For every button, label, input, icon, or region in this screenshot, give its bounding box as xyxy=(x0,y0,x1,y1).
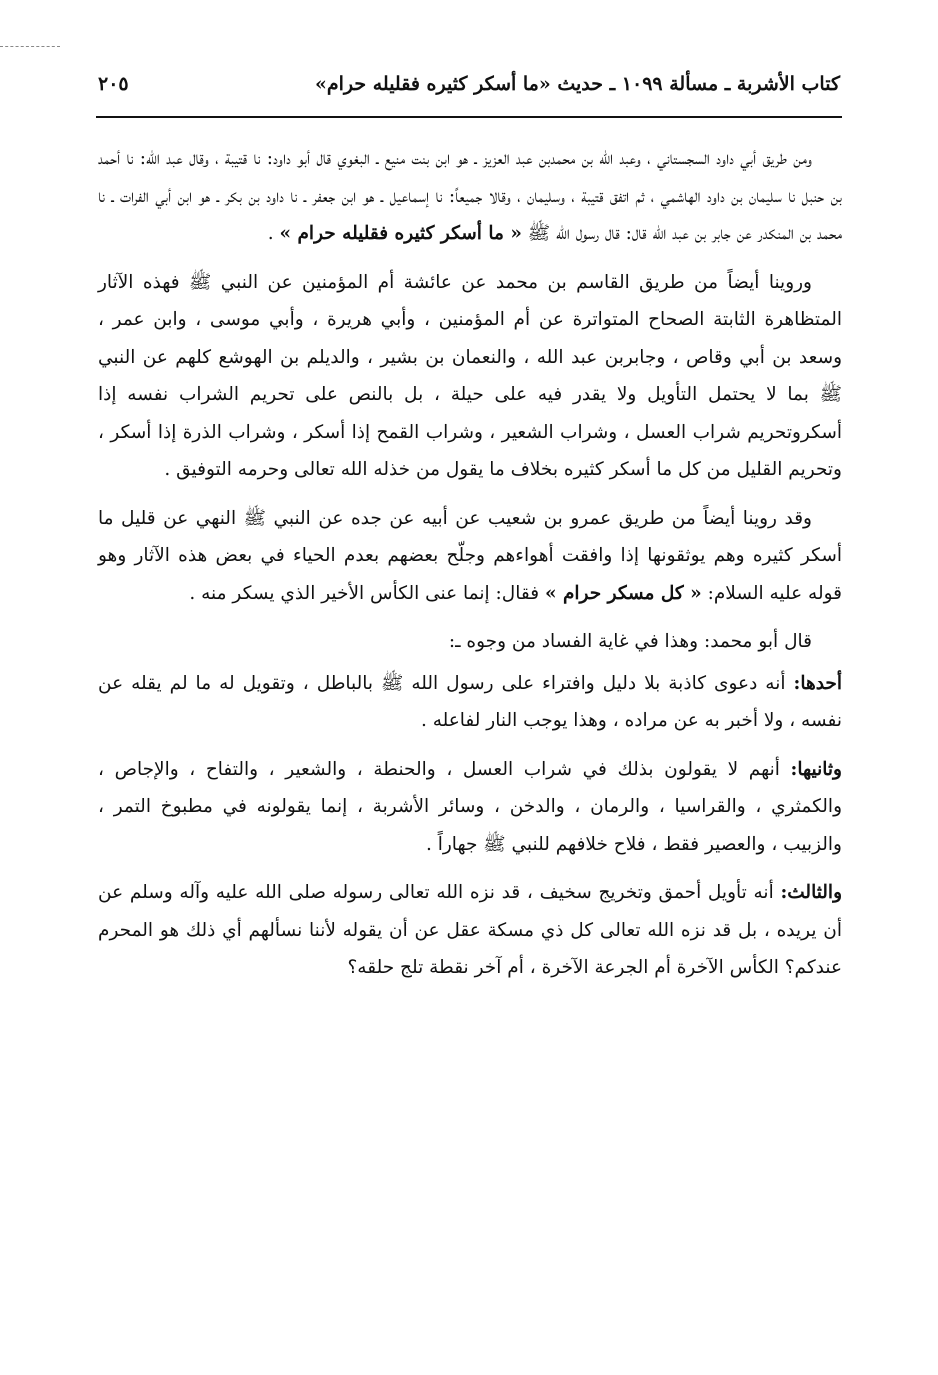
point-text: أنه دعوى كاذبة بلا دليل وافتراء على رسول الله ﷺ بالباطل ، وتقويل له ما لم يقله عن نفسه ، ولا أخبر به عن مراده ، وهذا يوجب النار لفاعله . xyxy=(98,672,842,731)
page-number: ٢٠٥ xyxy=(98,73,129,95)
scan-edge-mark xyxy=(0,46,60,49)
paragraph-first-point xyxy=(98,665,842,740)
paragraph-text: وقد روينا أيضاً من طريق عمرو بن شعيب عن أبيه عن جده عن النبي ﷺ النهي عن قليل ما أسكر كثيره وهم يوثقونها إذا وافقت أهواءهم وجلّح بعضهم بعدم الحياء في بعض هذه الآثار وهو قوله عليه السلام: xyxy=(98,507,842,604)
paragraph-text-end: فقال: إنما عنى الكأس الأخير الذي يسكر منه . xyxy=(189,582,545,604)
paragraph-hadith-jabir xyxy=(98,140,842,253)
hadith-quote: « كل مسكر حرام » xyxy=(544,582,702,604)
point-lead: وثانيها: xyxy=(790,758,842,780)
point-text: أنهم لا يقولون بذلك في شراب العسل ، والحنطة ، والشعير ، والتفاح ، والإجاص ، والكمثري ، والقراسيا ، والرمان ، والدخن ، وسائر الأشربة ، إنما يقولونه في مطبوخ التمر ، والزبيب ، والعصير فقط ، فلاح خلافهم للنبي ﷺ جهاراً . xyxy=(98,758,842,855)
running-title: كتاب الأشربة ـ مسألة ١٠٩٩ ـ حديث «ما أسكر كثيره فقليله حرام» xyxy=(314,73,840,95)
main-text xyxy=(98,140,842,998)
paragraph-amr-ibn-shuayb xyxy=(98,500,842,613)
header-divider xyxy=(96,116,842,118)
paragraph-second-point xyxy=(98,751,842,864)
paragraph-text: ومن طريق أبي داود السجستاني ، وعبد الله بن محمدبن عبد العزيز ـ هو ابن بنت منيع ـ البغوي قال أبو داود: نا قتيبة ، وقال عبد الله: نا أحمد بن حنبل نا سليمان بن داود الهاشمي ، ثم اتفق قتيبة ، وسليمان ، وقالا جميعاً: نا إسماعيل ـ هو ابن جعفر ـ نا داود بن بكر ـ هو ابن أبي الفرات ـ نا محمد بن المنكدر عن جابر بن عبد الله قال: قال رسول الله ﷺ xyxy=(98,148,842,244)
running-header xyxy=(98,64,840,104)
point-lead: أحدها: xyxy=(793,672,842,694)
paragraph-third-point xyxy=(98,874,842,987)
point-lead: والثالث: xyxy=(780,882,842,903)
hadith-quote: « ما أسكر كثيره فقليله حرام » xyxy=(279,223,522,244)
paragraph-aisha-narrations: وروينا أيضاً من طريق القاسم بن محمد عن عائشة أم المؤمنين عن النبي ﷺ فهذه الآثار المتظاهرة الثابتة الصحاح المتواترة عن أم المؤمنين ، وأبي هريرة ، وأبي موسى ، وابن عمر ، وسعد بن أبي وقاص ، وجابربن عبد الله ، والنعمان بن بشير ، والديلم بن الهوشع كلهم عن النبي ﷺ بما لا يحتمل التأويل ولا يقدر فيه على حيلة ، بل بالنص على تحريم الشراب نفسه إذا أسكروتحريم شراب العسل ، وشراب الشعير ، وشراب القمح إذا أسكر ، وشراب الذرة إذا أسكر ، وتحريم القليل من كل ما أسكر كثيره بخلاف ما يقول من خذله الله تعالى وحرمه التوفيق . xyxy=(98,271,842,480)
point-text: أنه تأويل أحمق وتخريج سخيف ، قد نزه الله تعالى رسوله صلى الله عليه وآله وسلم عن أن يريده ، بل قد نزه الله تعالى كل ذي مسكة عقل عن أن يقوله لأننا نسألهم أي ذلك هو المحرم عندكم؟ الكأس الآخرة أم الجرعة الآخرة ، أم آخر نقطة تلج حلقه؟ xyxy=(98,882,842,978)
paragraph-text-end: . xyxy=(267,223,280,244)
paragraph-abu-muhammad: قال أبو محمد: وهذا في غاية الفساد من وجوه ـ: xyxy=(448,631,812,652)
